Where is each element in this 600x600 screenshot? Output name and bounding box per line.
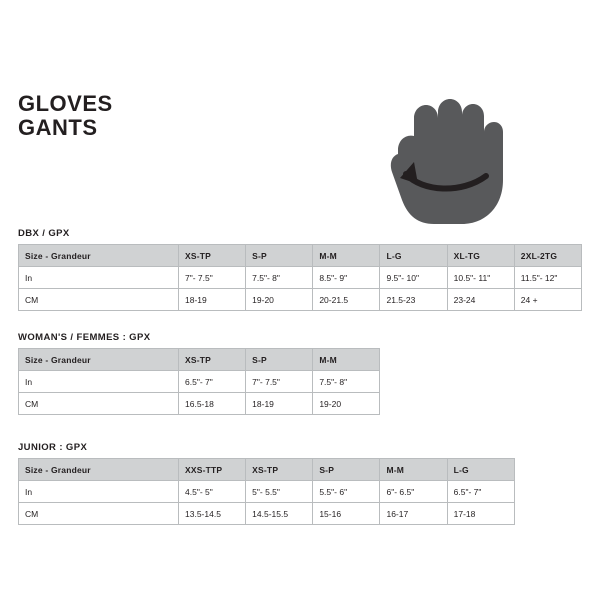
section-womans-gpx — [18, 332, 582, 415]
column-header: 2XL-2TG — [514, 245, 581, 267]
column-header: M-M — [313, 349, 380, 371]
table-cell: 14.5-15.5 — [246, 503, 313, 525]
section-label: DBX / GPX — [18, 228, 70, 239]
empty-cell — [514, 371, 581, 393]
table-cell: 5.5"- 6" — [313, 481, 380, 503]
column-header: M-M — [313, 245, 380, 267]
row-unit-label: In — [19, 371, 179, 393]
table-cell: 6"- 6.5" — [380, 481, 447, 503]
table-cell: 13.5-14.5 — [179, 503, 246, 525]
column-header: XS-TP — [179, 349, 246, 371]
table-cell: 7"- 7.5" — [179, 267, 246, 289]
table-cell: 19-20 — [313, 393, 380, 415]
table-cell: 11.5"- 12" — [514, 267, 581, 289]
table-cell: 7"- 7.5" — [246, 371, 313, 393]
table-cell: 17-18 — [447, 503, 514, 525]
table-cell: 18-19 — [179, 289, 246, 311]
table-row — [19, 267, 582, 289]
column-header: L-G — [380, 245, 447, 267]
column-header: Size - Grandeur — [19, 349, 179, 371]
column-header: M-M — [380, 459, 447, 481]
table-row — [19, 503, 582, 525]
table-cell: 7.5"- 8" — [313, 371, 380, 393]
table-cell: 24 + — [514, 289, 581, 311]
column-header: XL-TG — [447, 245, 514, 267]
table-cell: 15-16 — [313, 503, 380, 525]
table-cell: 4.5"- 5" — [179, 481, 246, 503]
column-header: Size - Grandeur — [19, 245, 179, 267]
column-header: L-G — [447, 459, 514, 481]
table-row — [19, 371, 582, 393]
table-cell: 7.5"- 8" — [246, 267, 313, 289]
size-table-womans-gpx — [18, 348, 582, 415]
row-unit-label: In — [19, 267, 179, 289]
title-line-gloves: GLOVES — [18, 91, 113, 116]
empty-cell — [514, 393, 581, 415]
table-cell: 6.5"- 7" — [179, 371, 246, 393]
empty-header — [514, 349, 581, 371]
hand-measurement-illustration — [370, 88, 510, 238]
empty-cell — [447, 371, 514, 393]
table-cell: 21.5-23 — [380, 289, 447, 311]
table-cell: 10.5"- 11" — [447, 267, 514, 289]
section-label: WOMAN'S / FEMMES : GPX — [18, 332, 151, 343]
empty-header — [380, 349, 447, 371]
table-cell: 9.5"- 10" — [380, 267, 447, 289]
table-row — [19, 393, 582, 415]
title-line-gants: GANTS — [18, 115, 98, 140]
row-unit-label: CM — [19, 289, 179, 311]
page-title — [18, 92, 113, 140]
hand-icon — [370, 88, 510, 238]
size-table-junior-gpx — [18, 458, 582, 525]
section-dbx-gpx — [18, 228, 582, 311]
table-row — [19, 481, 582, 503]
empty-header — [514, 459, 581, 481]
table-cell: 16.5-18 — [179, 393, 246, 415]
section-label: JUNIOR : GPX — [18, 442, 88, 453]
row-unit-label: In — [19, 481, 179, 503]
column-header: XS-TP — [179, 245, 246, 267]
table-cell: 5"- 5.5" — [246, 481, 313, 503]
column-header: XXS-TTP — [179, 459, 246, 481]
column-header: S-P — [246, 349, 313, 371]
table-cell: 16-17 — [380, 503, 447, 525]
size-table-dbx-gpx — [18, 244, 582, 311]
table-cell: 18-19 — [246, 393, 313, 415]
table-cell: 6.5"- 7" — [447, 481, 514, 503]
table-cell: 8.5"- 9" — [313, 267, 380, 289]
empty-cell — [380, 371, 447, 393]
column-header: Size - Grandeur — [19, 459, 179, 481]
empty-cell — [380, 393, 447, 415]
row-unit-label: CM — [19, 393, 179, 415]
table-row — [19, 289, 582, 311]
table-header-row — [19, 349, 582, 371]
empty-cell — [514, 481, 581, 503]
column-header: XS-TP — [246, 459, 313, 481]
table-cell: 23-24 — [447, 289, 514, 311]
column-header: S-P — [246, 245, 313, 267]
table-header-row — [19, 459, 582, 481]
table-cell: 20-21.5 — [313, 289, 380, 311]
row-unit-label: CM — [19, 503, 179, 525]
empty-cell — [514, 503, 581, 525]
empty-cell — [447, 393, 514, 415]
table-cell: 19-20 — [246, 289, 313, 311]
section-junior-gpx — [18, 442, 582, 525]
empty-header — [447, 349, 514, 371]
table-header-row — [19, 245, 582, 267]
column-header: S-P — [313, 459, 380, 481]
